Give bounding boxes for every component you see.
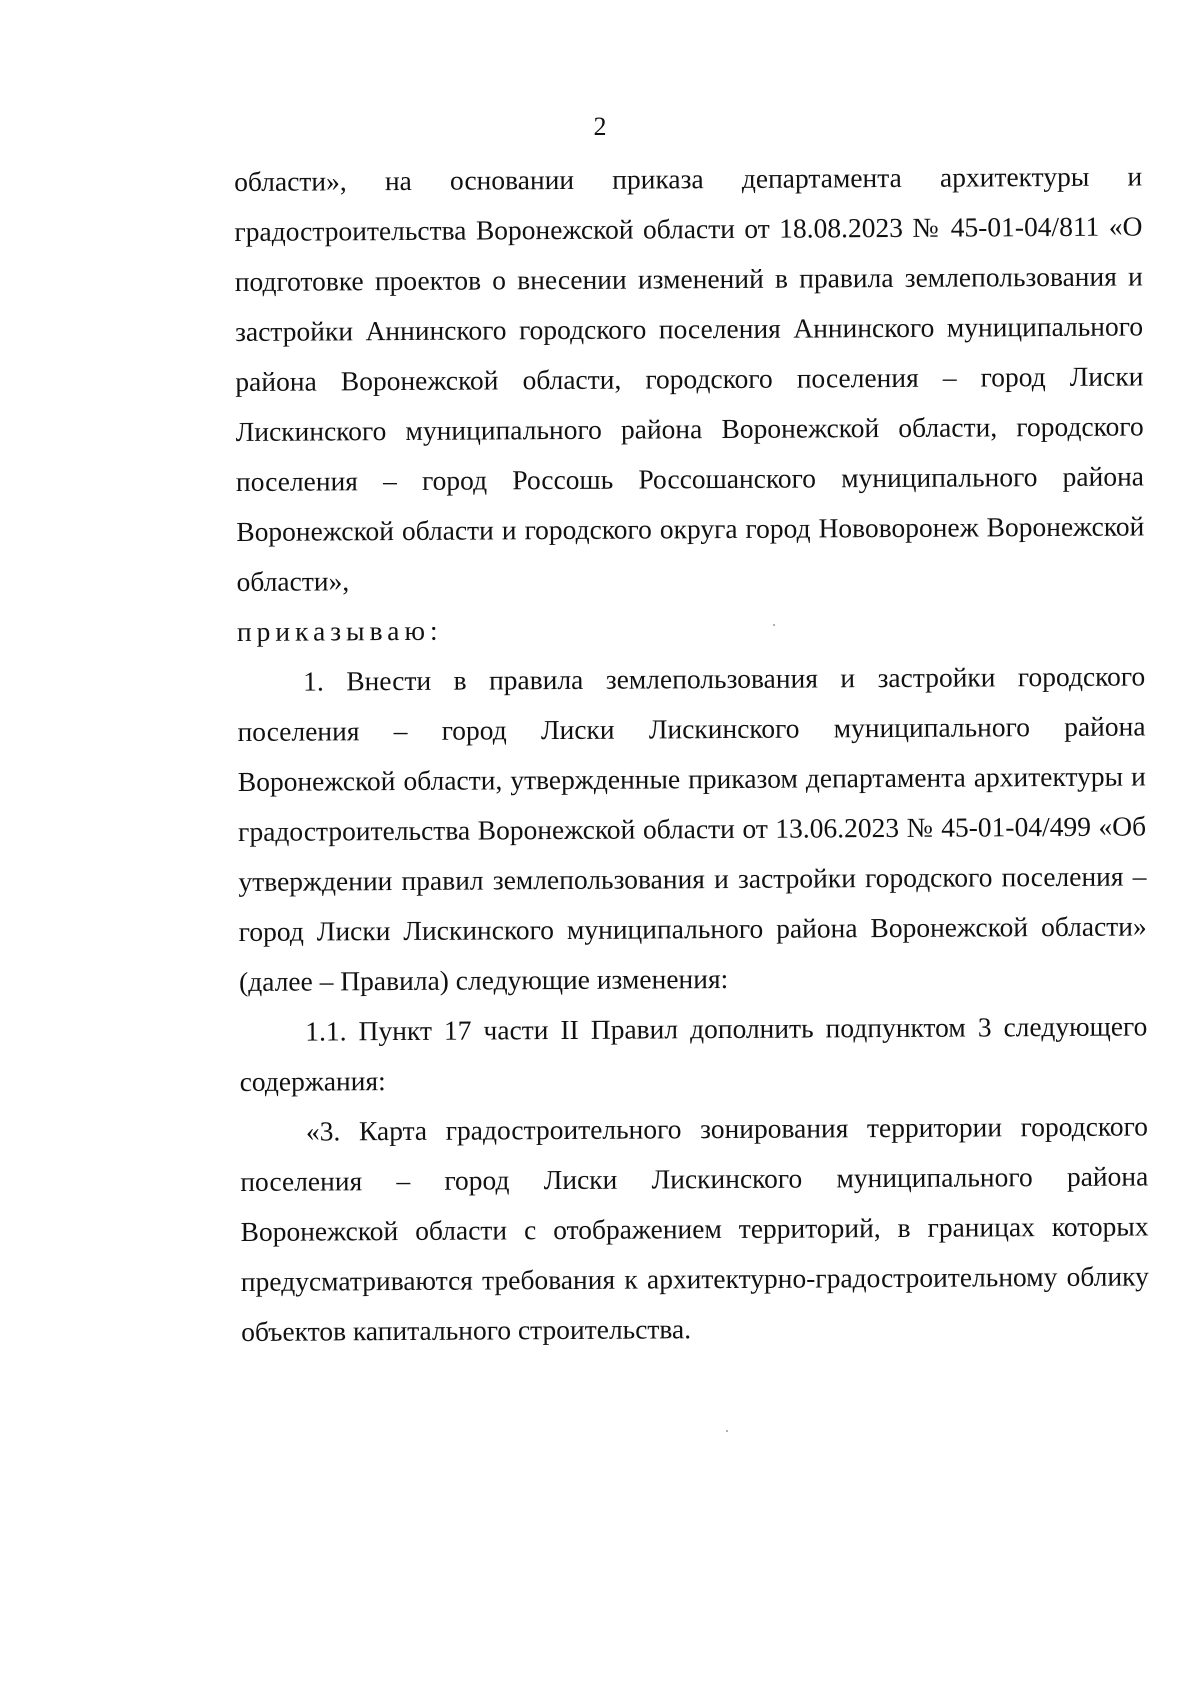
paragraph-quote-3: «3. Карта градостроительного зонирования территории городского поселения – город Лиски Лискинского муниципального района Воронежской области с отображением территорий, в границах которых предусматриваются требования к архитектурно-градостроительному облику объектов капитального строительства.: [240, 1110, 1149, 1347]
page-number: 2: [593, 112, 607, 141]
scan-artifact-dot: [726, 1430, 728, 1432]
document-body: [234, 151, 1149, 1357]
scan-artifact-dot: [773, 624, 775, 626]
paragraph-item-1: 1. Внести в правила землепользования и застройки городского поселения – город Лиски Лискинского муниципального района Воронежской области, утвержденные приказом департамента архитектуры и градостроительства Воронежской области от 13.06.2023 № 45-01-04/499 «Об утверждении правил землепользования и застройки городского поселения – город Лиски Лискинского муниципального района Воронежской области» (далее – Правила) следующие изменения:: [237, 660, 1147, 997]
paragraph-basis: области», на основании приказа департамента архитектуры и градостроительства Воронежской области от 18.08.2023 № 45-01-04/811 «О подготовке проектов о внесении изменений в правила землепользования и застройки Аннинского городского поселения Аннинского муниципального района Воронежской области, городского поселения – город Лиски Лискинского муниципального района Воронежской области, городского поселения – город Россошь Россошанского муниципального района Воронежской области и городского округа город Нововоронеж Воронежской области»,: [234, 160, 1145, 597]
paragraph-order-word: приказываю:: [236, 614, 443, 647]
paragraph-item-1-1: 1.1. Пункт 17 части II Правил дополнить подпунктом 3 следующего содержания:: [239, 1010, 1148, 1097]
